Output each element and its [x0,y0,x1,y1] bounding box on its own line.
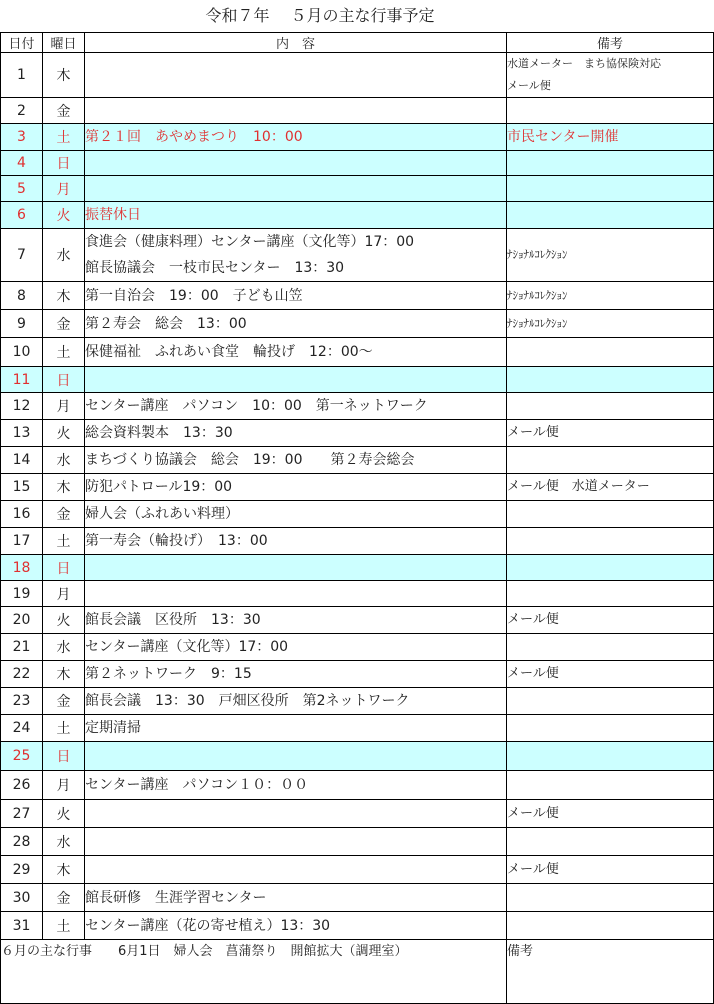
schedule-row [1,688,714,715]
note-line: メール便 [507,79,551,92]
event-content-cell [85,688,507,715]
event-line: センター講座 パソコン１０：００ [85,777,309,793]
schedule-row [1,338,714,367]
schedule-row [1,742,714,771]
day-of-week-cell: 月 [43,771,85,800]
date-cell: 7 [1,229,43,282]
schedule-row [1,393,714,420]
note-line: 市民センター開催 [507,129,619,145]
schedule-row [1,124,714,151]
note-line: メール便 [507,425,559,440]
event-line: 食進会（健康料理）センター講座（文化等）17：00 [85,234,415,250]
notes-cell [507,856,714,884]
day-of-week-cell: 土 [43,912,85,940]
date-cell: 5 [1,176,43,202]
date-cell: 14 [1,447,43,474]
event-content-cell [85,124,507,151]
event-line: 第一寿会（輪投げ） 13：00 [85,533,268,549]
event-line: センター講座（文化等）17：00 [85,639,289,655]
event-content-cell [85,420,507,447]
event-content-cell [85,715,507,742]
header-date: 日付 [1,33,43,53]
notes-cell [507,98,714,124]
event-content-cell [85,661,507,688]
event-line: 保健福祉 ふれあい食堂 輪投げ 12：00～ [85,344,373,360]
schedule-row [1,420,714,447]
notes-cell [507,828,714,856]
schedule-row [1,771,714,800]
event-content-cell [85,176,507,202]
event-line: 防犯パトロール19：00 [85,479,233,495]
date-cell: 21 [1,634,43,661]
notes-cell [507,501,714,528]
day-of-week-cell: 水 [43,447,85,474]
schedule-row [1,501,714,528]
note-line: メール便 [507,612,559,627]
event-line: 第一自治会 19：00 子ども山笠 [85,287,303,304]
date-cell: 11 [1,367,43,393]
day-of-week-cell: 木 [43,856,85,884]
date-cell: 12 [1,393,43,420]
schedule-row [1,581,714,607]
event-content-cell [85,202,507,229]
notes-cell [507,661,714,688]
event-content-cell [85,393,507,420]
date-cell: 24 [1,715,43,742]
day-of-week-cell: 水 [43,828,85,856]
notes-cell [507,151,714,176]
note-line: ﾅｼｮﾅﾙｺﾚｸｼｮﾝ [507,316,568,330]
event-content-cell [85,828,507,856]
schedule-row [1,607,714,634]
day-of-week-cell: 日 [43,151,85,176]
date-cell: 9 [1,310,43,338]
day-of-week-cell: 月 [43,176,85,202]
day-of-week-cell: 土 [43,528,85,555]
schedule-row [1,912,714,940]
date-cell: 15 [1,474,43,501]
event-content-cell [85,528,507,555]
event-line: 婦人会（ふれあい料理） [85,506,239,522]
event-content-cell [85,98,507,124]
schedule-row [1,828,714,856]
schedule-row [1,661,714,688]
day-of-week-cell: 木 [43,474,85,501]
notes-cell [507,176,714,202]
schedule-body [1,53,714,940]
event-content-cell [85,151,507,176]
event-content-cell [85,53,507,98]
date-cell: 8 [1,282,43,310]
header-content: 内 容 [85,33,507,53]
notes-cell [507,528,714,555]
day-of-week-cell: 金 [43,884,85,912]
notes-cell [507,474,714,501]
schedule-row [1,884,714,912]
note-line: メール便 [507,805,559,821]
footer-row [1,940,714,1004]
event-line: まちづくり協議会 総会 19：00 第２寿会総会 [85,452,415,468]
schedule-row [1,447,714,474]
event-content-cell [85,447,507,474]
header-day-of-week: 曜日 [43,33,85,53]
day-of-week-cell: 金 [43,98,85,124]
event-line: 第２１回 あやめまつり 10：00 [85,129,303,145]
event-content-cell [85,634,507,661]
event-content-cell [85,800,507,828]
event-content-cell [85,282,507,310]
day-of-week-cell: 木 [43,661,85,688]
note-line: メール便 [507,861,559,877]
date-cell: 31 [1,912,43,940]
notes-cell [507,634,714,661]
event-content-cell [85,555,507,581]
date-cell: 1 [1,53,43,98]
event-content-cell [85,501,507,528]
date-cell: 20 [1,607,43,634]
header-notes: 備考 [507,33,714,53]
date-cell: 17 [1,528,43,555]
footer-notes: 備考 [507,940,714,1004]
event-content-cell [85,912,507,940]
day-of-week-cell: 金 [43,501,85,528]
notes-cell [507,367,714,393]
event-content-cell [85,771,507,800]
day-of-week-cell: 火 [43,202,85,229]
date-cell: 16 [1,501,43,528]
day-of-week-cell: 日 [43,367,85,393]
event-line: 第２ネットワーク 9：15 [85,666,252,682]
date-cell: 28 [1,828,43,856]
event-content-cell [85,742,507,771]
event-content-cell [85,607,507,634]
day-of-week-cell: 火 [43,607,85,634]
date-cell: 25 [1,742,43,771]
date-cell: 22 [1,661,43,688]
note-line: ﾅｼｮﾅﾙｺﾚｸｼｮﾝ [507,248,568,261]
notes-cell [507,420,714,447]
date-cell: 27 [1,800,43,828]
event-line: 振替休日 [85,207,141,223]
day-of-week-cell: 日 [43,742,85,771]
schedule-row [1,151,714,176]
event-line: 館長協議会 一枝市民センター 13：30 [85,260,345,276]
notes-cell [507,447,714,474]
event-content-cell [85,581,507,607]
header-row [1,33,714,53]
date-cell: 18 [1,555,43,581]
schedule-row [1,715,714,742]
day-of-week-cell: 火 [43,800,85,828]
event-line: 第２寿会 総会 13：00 [85,315,247,332]
day-of-week-cell: 土 [43,715,85,742]
event-content-cell [85,229,507,282]
day-of-week-cell: 土 [43,124,85,151]
note-line: ﾅｼｮﾅﾙｺﾚｸｼｮﾝ [507,288,568,302]
day-of-week-cell: 月 [43,581,85,607]
notes-cell [507,282,714,310]
note-line: メール便 [507,666,559,681]
schedule-row [1,202,714,229]
day-of-week-cell: 月 [43,393,85,420]
schedule-row [1,634,714,661]
notes-cell [507,607,714,634]
event-line: センター講座（花の寄せ植え）13：30 [85,917,331,934]
day-of-week-cell: 金 [43,688,85,715]
day-of-week-cell: 水 [43,229,85,282]
notes-cell [507,202,714,229]
notes-cell [507,124,714,151]
event-line: 総会資料製本 13：30 [85,425,233,441]
note-line: メール便 水道メーター [507,479,650,494]
day-of-week-cell: 木 [43,282,85,310]
date-cell: 13 [1,420,43,447]
date-cell: 29 [1,856,43,884]
notes-cell [507,715,714,742]
schedule-row [1,53,714,98]
schedule-row [1,310,714,338]
date-cell: 26 [1,771,43,800]
event-content-cell [85,338,507,367]
notes-cell [507,884,714,912]
day-of-week-cell: 金 [43,310,85,338]
day-of-week-cell: 火 [43,420,85,447]
event-content-cell [85,310,507,338]
date-cell: 23 [1,688,43,715]
event-content-cell [85,367,507,393]
notes-cell [507,688,714,715]
schedule-table [0,32,714,1004]
notes-cell [507,53,714,98]
day-of-week-cell: 土 [43,338,85,367]
schedule-row [1,98,714,124]
date-cell: 10 [1,338,43,367]
event-line: 館長研修 生涯学習センター [85,889,267,906]
notes-cell [507,338,714,367]
notes-cell [507,310,714,338]
schedule-row [1,800,714,828]
page-title: 令和７年 ５月の主な行事予定 [205,6,435,25]
event-line: 定期清掃 [85,720,141,736]
notes-cell [507,555,714,581]
notes-cell [507,393,714,420]
notes-cell [507,771,714,800]
notes-cell [507,229,714,282]
date-cell: 4 [1,151,43,176]
schedule-row [1,856,714,884]
notes-cell [507,742,714,771]
date-cell: 19 [1,581,43,607]
date-cell: 6 [1,202,43,229]
schedule-row [1,229,714,282]
notes-cell [507,581,714,607]
notes-cell [507,912,714,940]
note-line: 水道メーター まち協保険対応 [507,57,661,70]
event-line: 館長会議 区役所 13：30 [85,612,261,628]
schedule-row [1,474,714,501]
date-cell: 3 [1,124,43,151]
day-of-week-cell: 水 [43,634,85,661]
event-line: センター講座 パソコン 10：00 第一ネットワーク [85,398,428,414]
day-of-week-cell: 木 [43,53,85,98]
event-line: 館長会議 13：30 戸畑区役所 第2ネットワーク [85,693,410,709]
date-cell: 30 [1,884,43,912]
event-content-cell [85,856,507,884]
schedule-row [1,528,714,555]
notes-cell [507,800,714,828]
schedule-row [1,176,714,202]
date-cell: 2 [1,98,43,124]
event-content-cell [85,884,507,912]
day-of-week-cell: 日 [43,555,85,581]
footer-next-month-events: ６月の主な行事 6月1日 婦人会 菖蒲祭り 開館拡大（調理室） [1,940,507,1004]
event-content-cell [85,474,507,501]
schedule-row [1,282,714,310]
schedule-row [1,555,714,581]
schedule-row [1,367,714,393]
